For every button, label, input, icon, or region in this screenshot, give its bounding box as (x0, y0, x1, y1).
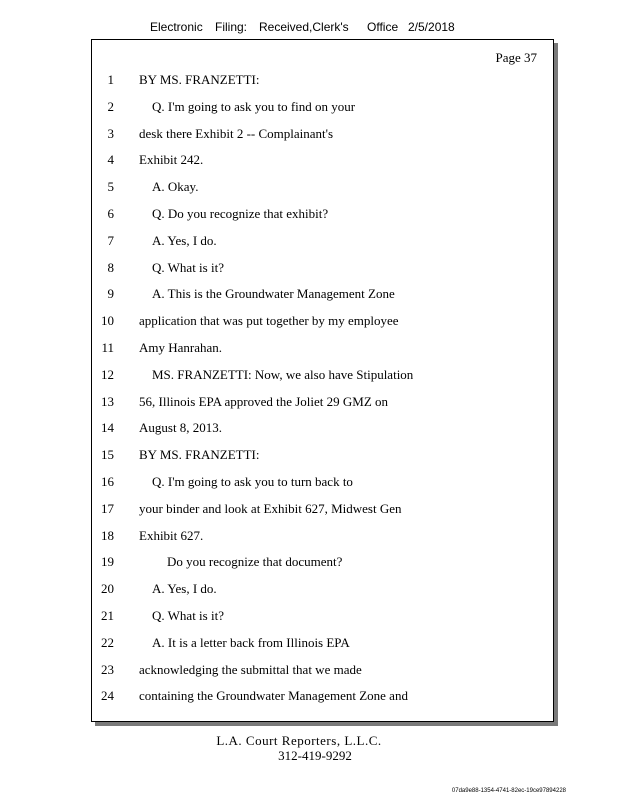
transcript-line (92, 71, 552, 89)
line-number: 2 (107, 98, 114, 114)
transcript-line (92, 151, 552, 169)
line-number: 24 (101, 688, 114, 704)
line-number: 20 (101, 581, 114, 597)
transcript-line (92, 473, 552, 491)
line-text: A. Okay. (152, 179, 199, 195)
line-number: 1 (107, 72, 114, 87)
line-text: 56, Illinois EPA approved the Joliet 29 GMZ on (139, 393, 389, 409)
transcript-line (92, 661, 552, 679)
line-text: application that was put together by my employee (139, 313, 399, 329)
document-id: 07da9e88-1354-4741-82ec-19ce97894228 (451, 788, 566, 794)
line-text: BY MS. FRANZETTI: (139, 447, 260, 463)
transcript-line (92, 285, 552, 303)
line-text: containing the Groundwater Management Zone and (139, 688, 408, 704)
transcript-line (92, 259, 552, 277)
header-electronic: Electronic (150, 20, 203, 34)
line-number: 19 (101, 554, 114, 570)
line-number: 9 (107, 286, 114, 302)
transcript-line (92, 312, 552, 330)
transcript-line (92, 366, 552, 384)
line-number: 4 (107, 152, 114, 168)
line-number: 3 (107, 125, 114, 141)
footer-phone: 312-419-9292 (278, 748, 352, 763)
header-filing: Filing: (215, 20, 248, 34)
line-text: Q. Do you recognize that exhibit? (152, 206, 329, 221)
transcript-line (92, 339, 552, 357)
transcript-line (92, 178, 552, 196)
line-text: Q. I'm going to ask you to find on your (152, 98, 356, 114)
transcript-line (92, 232, 552, 250)
transcript-line (92, 553, 552, 571)
line-number: 23 (101, 661, 114, 677)
line-text: A. Yes, I do. (152, 581, 217, 597)
line-text: Q. I'm going to ask you to turn back to (152, 474, 353, 489)
transcript-line (92, 446, 552, 464)
line-text: MS. FRANZETTI: Now, we also have Stipulation (152, 366, 414, 382)
transcript-page (91, 39, 554, 722)
line-number: 17 (101, 500, 114, 516)
line-text: August 8, 2013. (139, 420, 223, 436)
line-text: A. This is the Groundwater Management Zone (152, 286, 395, 302)
header-office: Office (367, 20, 399, 34)
line-number: 21 (101, 608, 114, 623)
transcript-line (92, 393, 552, 411)
line-number: 15 (101, 447, 114, 463)
line-number: 11 (101, 340, 114, 355)
transcript-line (92, 634, 552, 652)
line-number: 22 (101, 634, 114, 650)
page-number: Page 37 (495, 50, 537, 65)
transcript-line (92, 527, 552, 545)
line-text: Do you recognize that document? (167, 554, 343, 570)
transcript-line (92, 125, 552, 143)
line-number: 16 (101, 474, 114, 489)
header-received: Received,Clerk's (259, 20, 349, 34)
footer-company: L.A. Court Reporters, L.L.C. (216, 733, 382, 748)
line-number: 14 (101, 420, 114, 436)
line-text: desk there Exhibit 2 -- Complainant's (139, 125, 334, 141)
line-text: your binder and look at Exhibit 627, Midwest Gen (139, 500, 402, 516)
line-text: Exhibit 627. (139, 527, 204, 543)
line-text: Exhibit 242. (139, 152, 204, 168)
transcript-line (92, 205, 552, 223)
line-number: 8 (107, 259, 114, 275)
line-text: Q. What is it? (152, 259, 224, 275)
line-text: Amy Hanrahan. (139, 340, 223, 355)
transcript-line (92, 98, 552, 116)
line-number: 7 (107, 232, 114, 248)
line-number: 5 (107, 179, 114, 195)
transcript-line (92, 419, 552, 437)
filing-header (0, 20, 618, 36)
line-number: 18 (101, 527, 114, 543)
line-number: 12 (101, 366, 114, 382)
line-text: Q. What is it? (152, 608, 224, 623)
line-text: A. Yes, I do. (152, 232, 217, 248)
line-number: 10 (101, 313, 114, 329)
line-number: 13 (101, 393, 114, 409)
line-text: acknowledging the submittal that we made (139, 661, 362, 677)
transcript-line (92, 580, 552, 598)
transcript-line (92, 607, 552, 625)
transcript-line (92, 500, 552, 518)
line-number: 6 (107, 206, 114, 221)
line-text: A. It is a letter back from Illinois EPA (152, 634, 350, 650)
line-text: BY MS. FRANZETTI: (139, 72, 260, 87)
transcript-line (92, 687, 552, 705)
header-date: 2/5/2018 (408, 20, 455, 34)
